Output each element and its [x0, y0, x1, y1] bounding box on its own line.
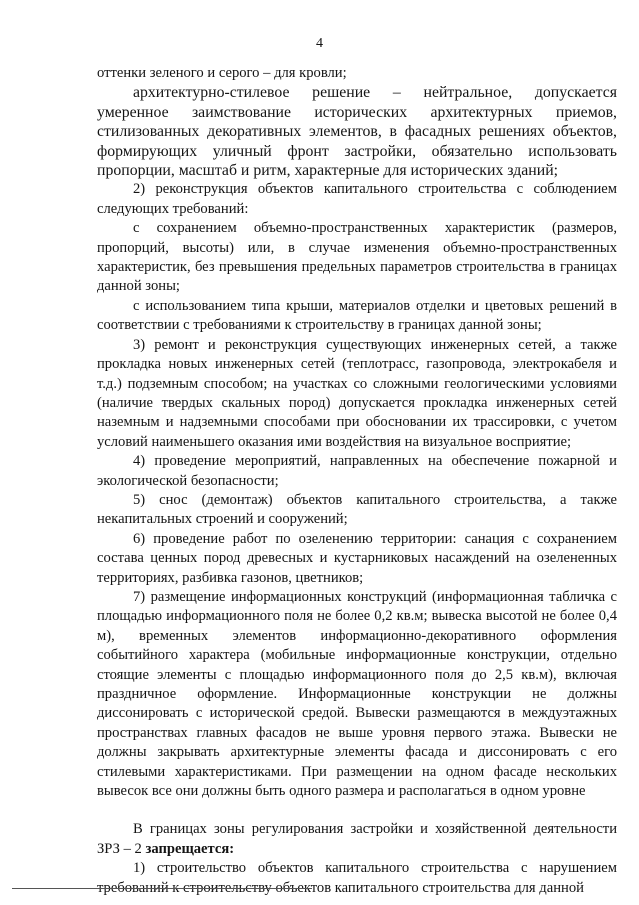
paragraph-volume-preservation: с сохранением объемно-пространственных характеристик (размеров, пропорций, высоты) или, в случае изменения объемно-пространственных характеристик, без превышения предельных параметров строительства в границах данной зоны;	[97, 220, 617, 295]
prohibited-label: запрещается:	[145, 840, 235, 857]
document-body	[97, 64, 617, 898]
paragraph-roof-colors: оттенки зеленого и серого – для кровли;	[97, 65, 347, 81]
paragraph-architectural-style: архитектурно-стилевое решение – нейтральное, допускается умеренное заимствование исторических архитектурных приемов, стилизованных декоративных элементов, в фасадных решениях объектов, формирующих уличный фронт застройки, обязательно использовать пропорции, масштаб и ритм, характерные для исторических зданий;	[97, 84, 617, 180]
paragraph-landscaping: 6) проведение работ по озеленению территории: санация с сохранением состава ценных пород древесных и кустарниковых насаждений на озелененных территориях, разбивка газонов, цветников;	[97, 530, 617, 586]
paragraph-information-signs: 7) размещение информационных конструкций (информационная табличка с площадью информационного поля не более 0,2 кв.м; вывеска высотой не более 0,4 м), временных элементов информационно-декоративного оформления событийного характера (мобильные информационные конструкции, отдельно стоящие элементы с площадью информационного поля до 2,5 кв.м), включая праздничное оформление. Информационные конструкции не должны диссонировать с исторической средой. Вывески размещаются в междуэтажных пространствах главных фасадов не выше уровня первого этажа. Вывески не должны закрывать архитектурные элементы фасада и диссонировать с его стилевыми характеристиками. При размещении на одном фасаде нескольких вывесок все они должны быть одного размера и располагаться в одном уровне	[97, 588, 617, 800]
paragraph-fire-safety: 4) проведение мероприятий, направленных на обеспечение пожарной и экологической безопасности;	[97, 453, 617, 489]
footer-divider	[12, 888, 312, 889]
paragraph-reconstruction: 2) реконструкция объектов капитального строительства с соблюдением следующих требований:	[97, 181, 617, 217]
paragraph-construction-violation: 1) строительство объектов капитального строительства с нарушением требований к строительству объектов капитального строительства для данной	[97, 860, 617, 896]
page-number: 4	[316, 36, 323, 51]
zone-lead-text: В границах зоны регулирования застройки и хозяйственной деятельности ЗРЗ – 2	[97, 821, 617, 857]
paragraph-roof-materials: с использованием типа крыши, материалов отделки и цветовых решений в соответствии с требованиями к строительству в границах данной зоны;	[97, 297, 617, 334]
paragraph-engineering-networks: 3) ремонт и реконструкция существующих инженерных сетей, а также прокладка новых инженерных сетей (теплотрасс, газопровода, электрокабеля и т.д.) подземным способом; на участках со сложными геологическими условиями (наличие твердых скальных пород) допускается прокладка инженерных сетей наземным и надземными способами при обосновании их трассировки, с учетом условий наименьшего оказания ими воздействия на визуальное восприятие;	[97, 336, 617, 450]
paragraph-zone-prohibitions	[97, 820, 617, 859]
paragraph-demolition: 5) снос (демонтаж) объектов капитального строительства, а также некапитальных строений и сооружений;	[97, 491, 617, 528]
